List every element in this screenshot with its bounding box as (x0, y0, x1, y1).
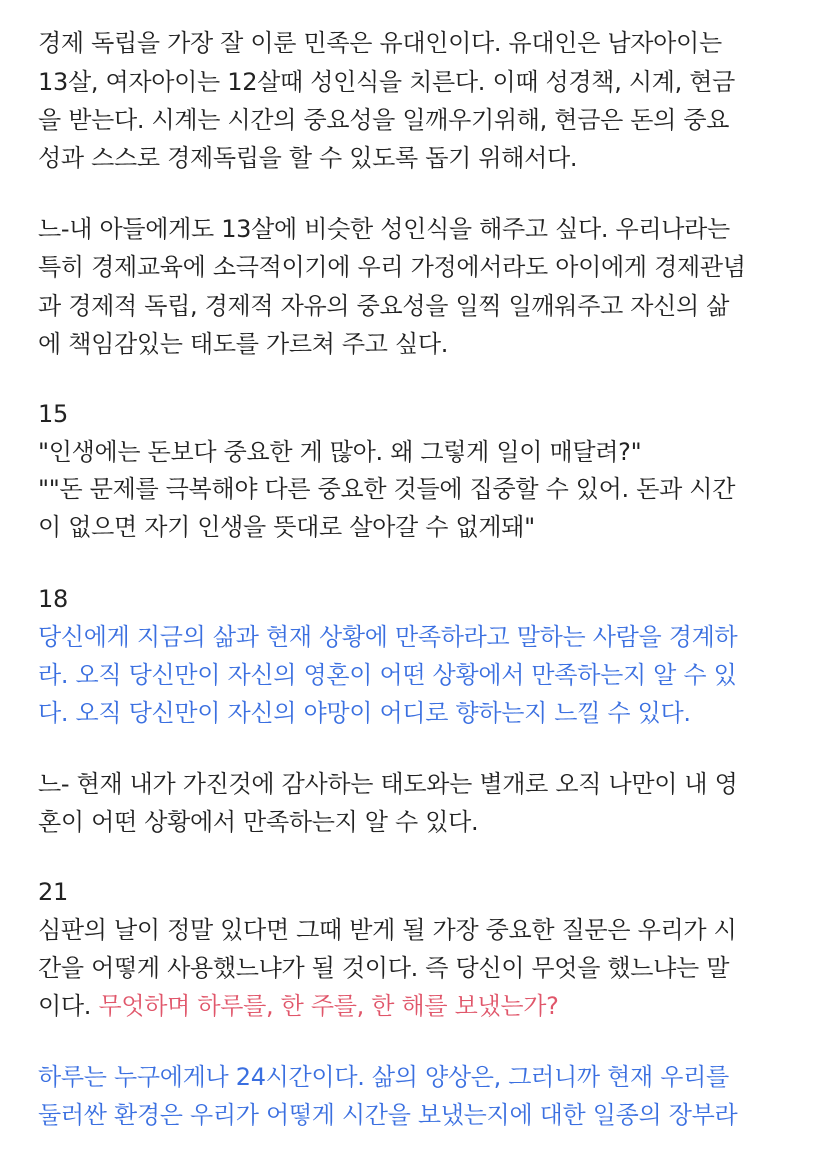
text-line: 과 경제적 독립, 경제적 자유의 중요성을 일찍 일깨워주고 자신의 삶 (38, 292, 730, 320)
text-line: 느-내 아들에게도 13살에 비슷한 성인식을 해주고 싶다. 우리나라는 (38, 215, 730, 243)
mixed-line (38, 986, 559, 1026)
quote-line: "인생에는 돈보다 중요한 게 많아. 왜 그렇게 일이 매달려?" (38, 438, 642, 466)
text-line: 경제 독립을 가장 잘 이룬 민족은 유대인이다. 유대인은 남자아이는 (38, 29, 722, 57)
text-line: 특히 경제교육에 소극적이기에 우리 가정에서라도 아이에게 경제관념 (38, 253, 746, 281)
text-line: 성과 스스로 경제독립을 할 수 있도록 돕기 위해서다. (38, 144, 578, 172)
text-line: 심판의 날이 정말 있다면 그때 받게 될 가장 중요한 질문은 우리가 시 (38, 916, 737, 944)
text-segment: 이다. (38, 992, 92, 1020)
highlight-segment: 무엇하며 하루를, 한 주를, 한 해를 보냈는가? (98, 992, 559, 1020)
section-number: 21 (38, 878, 68, 906)
section-number: 15 (38, 400, 68, 428)
highlight-line: 라. 오직 당신만이 자신의 영혼이 어떤 상황에서 만족하는지 알 수 있 (38, 661, 737, 689)
highlight-line: 다. 오직 당신만이 자신의 야망이 어디로 향하는지 느낄 수 있다. (38, 699, 691, 727)
text-line: 13살, 여자아이는 12살때 성인식을 치른다. 이때 성경책, 시계, 현금 (38, 68, 736, 96)
quote-line: 이 없으면 자기 인생을 뜻대로 살아갈 수 없게돼" (38, 513, 535, 541)
highlight-line: 당신에게 지금의 삶과 현재 상황에 만족하라고 말하는 사람을 경계하 (38, 623, 738, 651)
section-number: 18 (38, 585, 68, 613)
text-line: 혼이 어떤 상황에서 만족하는지 알 수 있다. (38, 808, 479, 836)
highlight-line: 하루는 누구에게나 24시간이다. 삶의 양상은, 그러니까 현재 우리를 (38, 1063, 729, 1091)
highlight-line: 둘러싼 환경은 우리가 어떻게 시간을 보냈는지에 대한 일종의 장부라 (38, 1101, 738, 1129)
text-line: 을 받는다. 시계는 시간의 중요성을 일깨우기위해, 현금은 돈의 중요 (38, 106, 730, 134)
text-line: 에 책임감있는 태도를 가르쳐 주고 싶다. (38, 330, 449, 358)
text-line: 느- 현재 내가 가진것에 감사하는 태도와는 별개로 오직 나만이 내 영 (38, 770, 738, 798)
quote-line: ""돈 문제를 극복해야 다른 중요한 것들에 집중할 수 있어. 돈과 시간 (38, 475, 736, 503)
text-line: 간을 어떻게 사용했느냐가 될 것이다. 즉 당신이 무엇을 했느냐는 말 (38, 954, 730, 982)
